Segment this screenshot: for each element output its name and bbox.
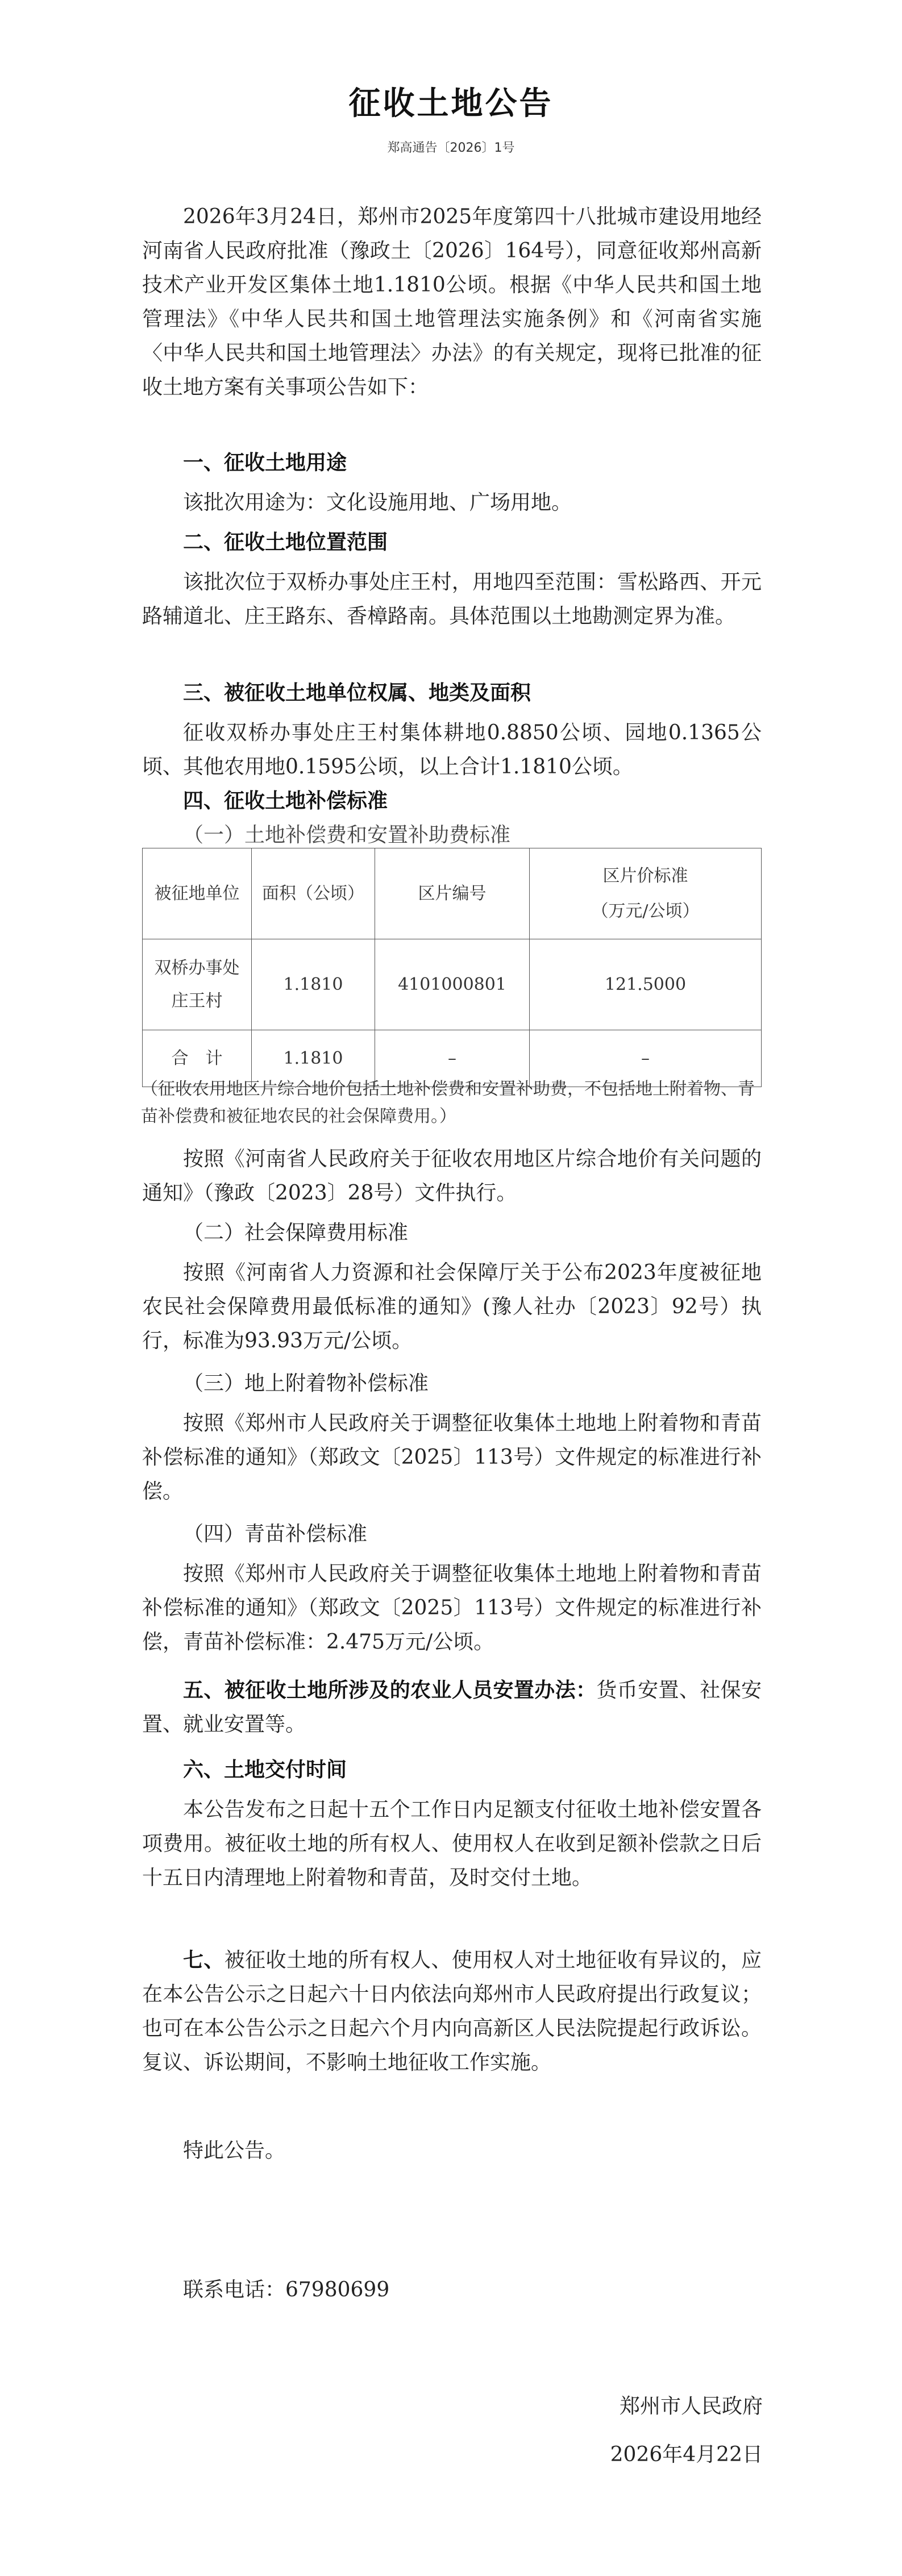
section-4-sub2-text: 按照《河南省人力资源和社会保障厅关于公布2023年度被征地农民社会保障费用最低标准的通知》(豫人社办〔2023〕92号）执行，标准为93.93万元/公顷。 — [142, 1261, 762, 1352]
compensation-table — [142, 848, 762, 1087]
header-area-cell: 面积（公顷） — [252, 848, 375, 939]
page-title: 征收土地公告 — [348, 85, 554, 122]
row-price-cell: 121.5000 — [530, 939, 762, 1030]
section-1-heading: 一、征收土地用途 — [183, 451, 347, 475]
total-price-cell: – — [530, 1030, 762, 1087]
section-4-sub2-heading: （二）社会保障费用标准 — [183, 1221, 409, 1245]
section-2-heading: 二、征收土地位置范围 — [183, 531, 388, 554]
section-5-paragraph — [142, 1674, 762, 1742]
section-2-text: 该批次位于双桥办事处庄王村，用地四至范围：雪松路西、开元路辅道北、庄王路东、香樟路南。具体范围以土地勘测定界为准。 — [142, 571, 762, 628]
section-4-heading: 四、征收土地补偿标准 — [183, 789, 388, 813]
section-7-heading: 七、 — [183, 1949, 225, 1972]
section-4-sub1-heading: （一）土地补偿费和安置补助费标准 — [183, 823, 511, 847]
header-price-line-2: （万元/公顷） — [591, 901, 700, 921]
table-note: （征收农用地区片综合地价包括土地补偿费和安置补助费，不包括地上附着物、青苗补偿费和被征地农民的社会保障费用。） — [141, 1079, 755, 1126]
section-7-text: 被征收土地的所有权人、使用权人对土地征收有异议的，应在本公告公示之日起六十日内依法向郑州市人民政府提出行政复议；也可在本公告公示之日起六个月内向高新区人民法院提起行政诉讼。复议、诉讼期间，不影响土地征收工作实施。 — [142, 1949, 762, 2074]
section-1-text: 该批次用途为：文化设施用地、广场用地。 — [183, 491, 572, 514]
row-unit-line-2: 庄王村 — [171, 991, 223, 1011]
section-6-heading: 六、土地交付时间 — [183, 1758, 347, 1782]
total-zone-cell: – — [375, 1030, 530, 1087]
header-price-line-1: 区片价标准 — [602, 865, 688, 886]
table-header-row — [143, 848, 762, 939]
header-zone-cell: 区片编号 — [375, 848, 530, 939]
section-4-sub1-text: 按照《河南省人民政府关于征收农用地区片综合地价有关问题的通知》（豫政〔2023〕28号）文件执行。 — [142, 1147, 762, 1205]
closing-text: 特此公告。 — [183, 2139, 286, 2162]
section-5-text: 货币安置、社保安置、就业安置等。 — [142, 1679, 762, 1736]
section-6-text: 本公告发布之日起十五个工作日内足额支付征收土地补偿安置各项费用。被征收土地的所有权人、使用权人在收到足额补偿款之日后十五日内清理地上附着物和青苗，及时交付土地。 — [142, 1798, 762, 1890]
section-3-text: 征收双桥办事处庄王村集体耕地0.8850公顷、园地0.1365公顷、其他农用地0.1595公顷，以上合计1.1810公顷。 — [142, 721, 762, 779]
section-4-sub3-text: 按照《郑州市人民政府关于调整征收集体土地地上附着物和青苗补偿标准的通知》（郑政文〔2025〕113号）文件规定的标准进行补偿。 — [142, 1412, 762, 1503]
row-zone-cell: 4101000801 — [375, 939, 530, 1030]
issue-date: 2026年4月22日 — [610, 2443, 763, 2466]
row-unit-line-1: 双桥办事处 — [154, 958, 240, 978]
section-7-paragraph — [142, 1944, 762, 2080]
section-4-sub3-heading: （三）地上附着物补偿标准 — [183, 1372, 429, 1395]
section-5-heading: 五、被征收土地所涉及的农业人员安置办法： — [183, 1679, 597, 1702]
contact-phone: 联系电话：67980699 — [183, 2278, 390, 2302]
issuing-organization: 郑州市人民政府 — [619, 2395, 763, 2418]
total-label-cell: 合 计 — [143, 1030, 252, 1087]
document-number: 郑高通告〔2026〕1号 — [387, 141, 515, 155]
section-3-heading: 三、被征收土地单位权属、地类及面积 — [183, 681, 531, 705]
header-unit-cell: 被征地单位 — [143, 848, 252, 939]
header-price-cell — [530, 848, 762, 939]
table-row — [143, 939, 762, 1030]
row-unit-cell — [143, 939, 252, 1030]
intro-paragraph: 2026年3月24日，郑州市2025年度第四十八批城市建设用地经河南省人民政府批准（豫政土〔2026〕164号），同意征收郑州高新技术产业开发区集体土地1.1810公顷。根据《中华人民共和国土地管理法》《中华人民共和国土地管理法实施条例》和《河南省实施〈中华人民共和国土地管理法〉办法》的有关规定，现将已批准的征收土地方案有关事项公告如下： — [142, 205, 762, 399]
row-area-cell: 1.1810 — [252, 939, 375, 1030]
total-area-cell: 1.1810 — [252, 1030, 375, 1087]
section-4-sub4-text: 按照《郑州市人民政府关于调整征收集体土地地上附着物和青苗补偿标准的通知》（郑政文〔2025〕113号）文件规定的标准进行补偿，青苗补偿标准：2.475万元/公顷。 — [142, 1562, 762, 1654]
section-4-sub4-heading: （四）青苗补偿标准 — [183, 1522, 368, 1546]
